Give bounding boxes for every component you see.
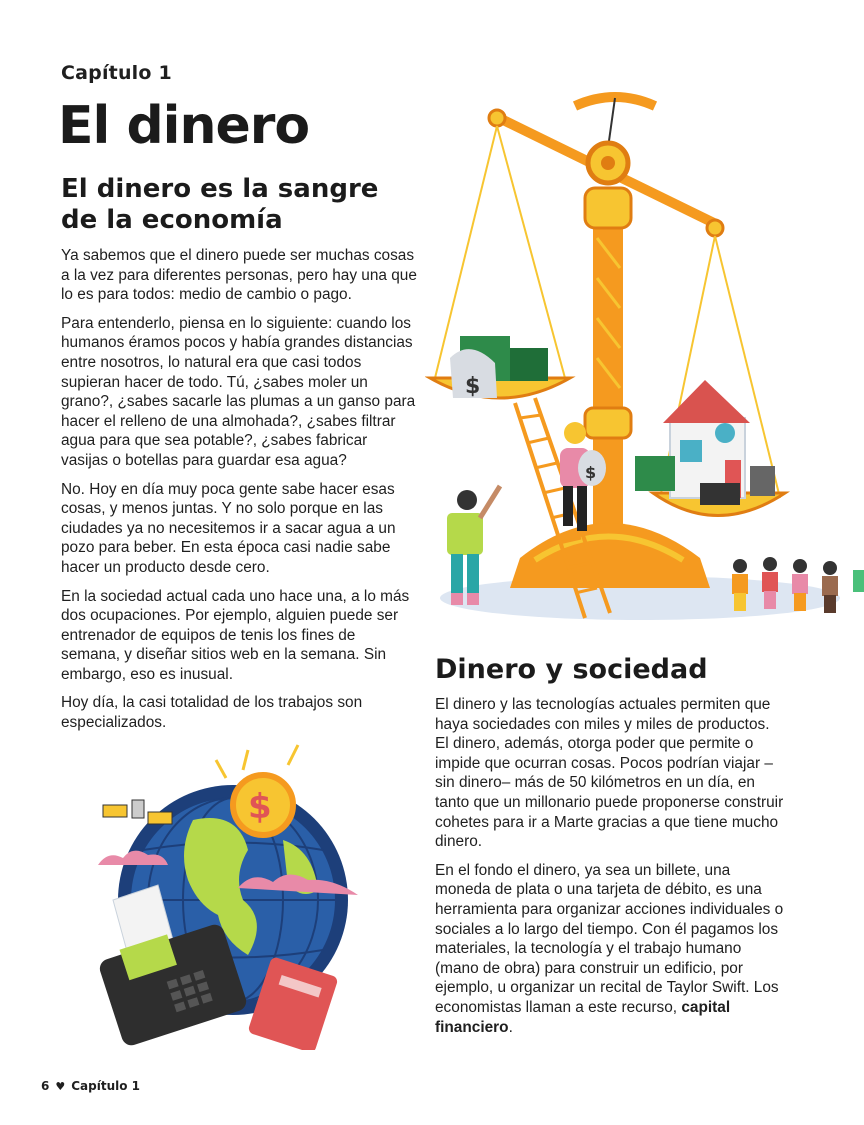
section2-body: [435, 695, 785, 1046]
svg-text:$: $: [585, 463, 597, 482]
svg-text:$: $: [248, 787, 272, 827]
section-title-dinero-sociedad: Dinero y sociedad: [435, 654, 708, 685]
paragraph-text: En el fondo el dinero, ya sea un billete, una moneda de plata o una tarjeta de débito, es una herramienta para organizar acciones individuales o sociales a lo largo del tiempo. Con él pagamos los materiales, la tecnología y el trabajo humano (mano de obra) para construir un edificio, por ejemplo, u organizar un recital de Taylor Swift. Los economistas llaman a este recurso,: [435, 861, 784, 1016]
footer-chapter-label: Capítulo 1: [71, 1079, 141, 1093]
paragraph: Hoy día, la casi totalidad de los trabajos son especializados.: [61, 694, 363, 732]
chapter-label: Capítulo 1: [61, 62, 172, 84]
paragraph: No. Hoy en día muy poca gente sabe hacer esas cosas, y menos juntas. Y no solo porque en las ciudades ya no necesitemos ir a sacar agua a un pozo para beber. En esta época casi nadie sabe hacer un producto desde cero.: [61, 480, 396, 576]
bold-term: capital financiero: [435, 998, 731, 1036]
paragraph: [435, 861, 785, 1037]
globe-money-illustration: [98, 740, 368, 1050]
page-number: 6: [41, 1079, 50, 1093]
paragraph: Para entenderlo, piensa en lo siguiente: cuando los humanos éramos pocos y había grandes distancias entre nosotros, lo natural era que casi todos supieran hacer de todo. Tú, ¿sabes moler un grano?, ¿sabes sacarle las plumas a un ganso para hacer el relleno de una almohada?, ¿sabes filtrar agua para que sea potable?, ¿sabes fabricar vasijas o botellas para guardar esa agua?: [61, 314, 416, 469]
balance-scale-illustration: [425, 88, 864, 633]
svg-text:$: $: [465, 374, 481, 399]
chapter-title: El dinero: [58, 96, 310, 156]
section1-body: [61, 246, 417, 742]
paragraph: El dinero y las tecnologías actuales permiten que haya sociedades con miles y miles de productos. El dinero, además, otorga poder que permite o impide que ocurran cosas. Pocos podrían viajar –sin dinero– más de 50 kilómetros en un día, en tanto que un millonario puede proponerse construir cohetes para ir a Marte gracias a que tiene mucho dinero.: [435, 696, 784, 851]
page-footer: [41, 1079, 140, 1093]
paragraph: Ya sabemos que el dinero puede ser muchas cosas a la vez para diferentes personas, pero hay una que lo es para todos: medio de cambio o pago.: [61, 247, 417, 304]
paragraph: En la sociedad actual cada uno hace una, a lo más dos ocupaciones. Por ejemplo, alguien puede ser entrenador de equipos de tenis los fines de semana, y diseñar sitios web en la semana. Sin embargo, eso es inusual.: [61, 587, 410, 683]
section-title-sangre: El dinero es la sangre de la economía: [61, 174, 379, 235]
heart-icon: ♥: [55, 1079, 66, 1093]
paragraph-end: .: [508, 1018, 513, 1036]
